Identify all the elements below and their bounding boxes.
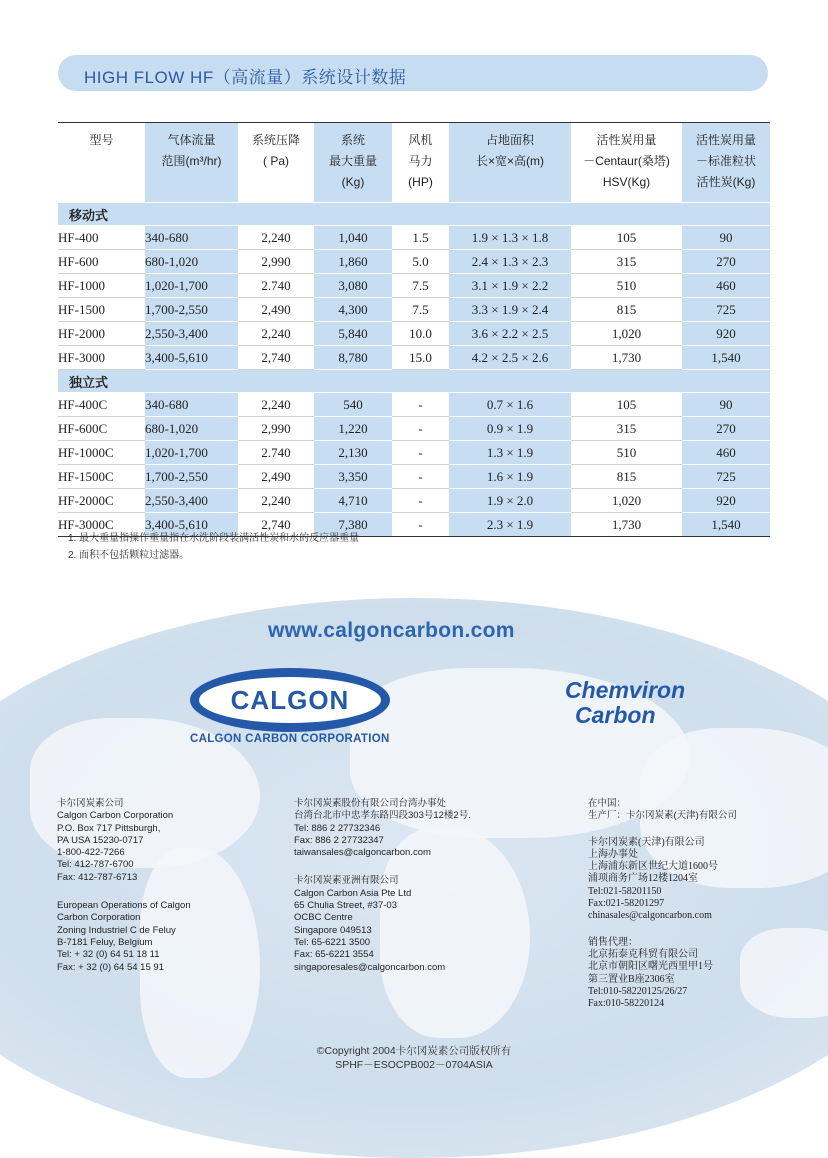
section-title: 独立式 bbox=[58, 370, 770, 393]
address-line: taiwansales@calgoncarbon.com bbox=[294, 847, 431, 859]
column-header-line: 活性炭(Kg) bbox=[696, 175, 756, 189]
table-cell: 1.6 × 1.9 bbox=[449, 465, 571, 489]
table-cell: 725 bbox=[682, 465, 770, 489]
table-cell: 920 bbox=[682, 322, 770, 346]
table-cell: 2,490 bbox=[238, 298, 314, 322]
table-cell: HF-1000 bbox=[58, 274, 145, 298]
table-cell: 315 bbox=[571, 250, 682, 274]
calgon-logo-text: CALGON bbox=[230, 684, 350, 715]
column-header bbox=[58, 123, 145, 203]
address-line: Carbon Corporation bbox=[57, 912, 141, 924]
table-cell: 270 bbox=[682, 417, 770, 441]
address-line: singaporesales@calgoncarbon.com bbox=[294, 961, 446, 973]
table-cell: 2,990 bbox=[238, 250, 314, 274]
address-line: 北京市朝阳区曙光西里甲1号 bbox=[588, 961, 713, 973]
table-body bbox=[58, 203, 770, 537]
table-cell: 90 bbox=[682, 226, 770, 250]
table-row bbox=[58, 250, 770, 274]
table-cell: 2.3 × 1.9 bbox=[449, 513, 571, 537]
table-cell: 7.5 bbox=[392, 298, 449, 322]
table-cell: 3.6 × 2.2 × 2.5 bbox=[449, 322, 571, 346]
address-line: 卡尔冈炭素公司 bbox=[57, 798, 124, 809]
column-header-line: 范围(m³/hr) bbox=[161, 154, 222, 168]
column-header-line: 活性炭用量 bbox=[596, 133, 657, 147]
footnote-1: 1. 最大重量指操作重量指在水洗阶段装满活性炭和水的反应器重量 bbox=[68, 533, 360, 544]
column-header bbox=[571, 123, 682, 203]
column-header-line: (HP) bbox=[408, 175, 433, 189]
table-cell: 5.0 bbox=[392, 250, 449, 274]
table-cell: 2,990 bbox=[238, 417, 314, 441]
table-cell: - bbox=[392, 393, 449, 417]
table-cell: 2,130 bbox=[314, 441, 392, 465]
table-cell: 0.9 × 1.9 bbox=[449, 417, 571, 441]
page-title: HIGH FLOW HF（高流量）系统设计数据 bbox=[84, 68, 407, 87]
table-cell: 460 bbox=[682, 441, 770, 465]
table-cell: 270 bbox=[682, 250, 770, 274]
table-cell: 1,730 bbox=[571, 513, 682, 537]
table-cell: 2,240 bbox=[238, 322, 314, 346]
chemviron-logo-line1: Chemviron bbox=[565, 677, 686, 703]
column-header-line: 长×宽×高(m) bbox=[475, 154, 544, 168]
table-cell: 3,400-5,610 bbox=[145, 346, 238, 370]
spacer bbox=[57, 884, 191, 900]
table-cell: 2,240 bbox=[238, 393, 314, 417]
spacer bbox=[588, 923, 737, 937]
table-cell: - bbox=[392, 417, 449, 441]
table-cell: 1,700-2,550 bbox=[145, 465, 238, 489]
table-cell: - bbox=[392, 465, 449, 489]
column-header-line: 最大重量 bbox=[328, 154, 377, 168]
column-header bbox=[314, 123, 392, 203]
table-cell: 340-680 bbox=[145, 226, 238, 250]
table-cell: - bbox=[392, 513, 449, 537]
table-row bbox=[58, 226, 770, 250]
copyright bbox=[0, 1044, 828, 1072]
table-cell: 3,400-5,610 bbox=[145, 513, 238, 537]
table-cell: 105 bbox=[571, 393, 682, 417]
table-cell: 2.740 bbox=[238, 441, 314, 465]
address-line: Tel:010-58220125/26/27 bbox=[588, 985, 688, 997]
column-header-line: (Kg) bbox=[341, 175, 365, 189]
table-cell: 1,700-2,550 bbox=[145, 298, 238, 322]
table-cell: 815 bbox=[571, 298, 682, 322]
address-line: 65 Chulia Street, #37-03 bbox=[294, 900, 397, 912]
table-cell: 3.3 × 1.9 × 2.4 bbox=[449, 298, 571, 322]
address-line: Tel: + 32 (0) 64 51 18 11 bbox=[57, 949, 160, 961]
address-line: Fax: + 32 (0) 64 54 15 91 bbox=[57, 961, 164, 973]
section-header-row bbox=[58, 370, 770, 393]
table-cell: 2,740 bbox=[238, 346, 314, 370]
table-cell: 7.5 bbox=[392, 274, 449, 298]
address-column-3 bbox=[588, 798, 737, 1010]
column-header-line: ( Pa) bbox=[262, 154, 289, 168]
table-cell: HF-600C bbox=[58, 417, 145, 441]
address-line: 浦项商务广场12楼1204室 bbox=[588, 873, 698, 885]
address-line: 卡尔冈炭素股份有限公司台湾办事处 bbox=[294, 798, 447, 809]
table-cell: HF-1000C bbox=[58, 441, 145, 465]
table-cell: 1.5 bbox=[392, 226, 449, 250]
table-cell: 2.4 × 1.3 × 2.3 bbox=[449, 250, 571, 274]
table-cell: - bbox=[392, 489, 449, 513]
table-cell: 340-680 bbox=[145, 393, 238, 417]
table-cell: 1,020 bbox=[571, 489, 682, 513]
address-line: 在中国： bbox=[588, 798, 627, 809]
table-cell: 460 bbox=[682, 274, 770, 298]
table-cell: 3.1 × 1.9 × 2.2 bbox=[449, 274, 571, 298]
table-cell: 1,730 bbox=[571, 346, 682, 370]
column-header-line: 占地面积 bbox=[485, 133, 534, 147]
table-row bbox=[58, 298, 770, 322]
address-line: Calgon Carbon Corporation bbox=[57, 810, 174, 822]
column-header-line: 马力 bbox=[408, 154, 433, 168]
table-row bbox=[58, 274, 770, 298]
section-header-row bbox=[58, 203, 770, 226]
table-cell: HF-2000 bbox=[58, 322, 145, 346]
address-line: Fax: 886 2 27732347 bbox=[294, 834, 384, 846]
table-cell: 105 bbox=[571, 226, 682, 250]
calgon-corporation-label: CALGON CARBON CORPORATION bbox=[190, 733, 390, 745]
table-cell: 1,540 bbox=[682, 346, 770, 370]
chemviron-carbon-logo bbox=[565, 678, 685, 728]
table-cell: 1,860 bbox=[314, 250, 392, 274]
table-cell: 680-1,020 bbox=[145, 250, 238, 274]
spacer bbox=[294, 859, 471, 875]
table-cell: 2,550-3,400 bbox=[145, 489, 238, 513]
table-row bbox=[58, 346, 770, 370]
column-header bbox=[145, 123, 238, 203]
table-cell: 1,220 bbox=[314, 417, 392, 441]
table-cell: 90 bbox=[682, 393, 770, 417]
footnote-2: 2. 面积不包括颗粒过滤器。 bbox=[68, 550, 190, 561]
table-row bbox=[58, 441, 770, 465]
address-line: B-7181 Feluy, Belgium bbox=[57, 936, 153, 948]
address-line: Tel: 65-6221 3500 bbox=[294, 936, 371, 948]
column-header-line: 型号 bbox=[89, 133, 114, 147]
column-header-line: －Centaur(桑塔) bbox=[583, 154, 670, 168]
table-cell: 1.9 × 1.3 × 1.8 bbox=[449, 226, 571, 250]
address-column-1 bbox=[57, 798, 191, 974]
table-cell: 815 bbox=[571, 465, 682, 489]
address-line: 卡尔冈炭素(天津)有限公司 bbox=[588, 836, 705, 848]
table-cell: 1,040 bbox=[314, 226, 392, 250]
table-cell: 2,740 bbox=[238, 513, 314, 537]
address-line: Tel: 886 2 27732346 bbox=[294, 822, 381, 834]
address-column-2 bbox=[294, 798, 471, 974]
table-cell: 1,020-1,700 bbox=[145, 274, 238, 298]
address-line: Tel:021-58201150 bbox=[588, 885, 662, 897]
table-header-row bbox=[58, 123, 770, 203]
address-line: Fax: 412-787-6713 bbox=[57, 871, 138, 883]
table-row bbox=[58, 417, 770, 441]
table-cell: 540 bbox=[314, 393, 392, 417]
address-line: Singapore 049513 bbox=[294, 924, 372, 936]
column-header-line: HSV(Kg) bbox=[602, 175, 651, 189]
table-cell: 0.7 × 1.6 bbox=[449, 393, 571, 417]
map-continent bbox=[740, 928, 828, 1018]
table-cell: 2.740 bbox=[238, 274, 314, 298]
website-link[interactable]: www.calgoncarbon.com bbox=[268, 619, 515, 642]
table-cell: 680-1,020 bbox=[145, 417, 238, 441]
table-cell: 2,240 bbox=[238, 489, 314, 513]
table-cell: 4,710 bbox=[314, 489, 392, 513]
address-line: 上海浦东新区世纪大道1600号 bbox=[588, 861, 718, 873]
table-cell: 5,840 bbox=[314, 322, 392, 346]
column-header bbox=[682, 123, 770, 203]
table-cell: 1,540 bbox=[682, 513, 770, 537]
table-cell: HF-400 bbox=[58, 226, 145, 250]
address-line: P.O. Box 717 Pittsburgh, bbox=[57, 822, 161, 834]
chemviron-logo-line2: Carbon bbox=[575, 702, 656, 728]
table-row bbox=[58, 489, 770, 513]
address-line: PA USA 15230-0717 bbox=[57, 834, 144, 846]
table-cell: HF-3000 bbox=[58, 346, 145, 370]
address-line: 生产厂：卡尔冈炭素(天津)有限公司 bbox=[588, 810, 737, 822]
table-cell: 4.2 × 2.5 × 2.6 bbox=[449, 346, 571, 370]
address-line: Tel: 412-787-6700 bbox=[57, 859, 134, 871]
table-cell: HF-1500 bbox=[58, 298, 145, 322]
address-line: OCBC Centre bbox=[294, 912, 353, 924]
column-header-line: 风机 bbox=[408, 133, 433, 147]
address-line: Fax: 65-6221 3554 bbox=[294, 949, 374, 961]
table-cell: 315 bbox=[571, 417, 682, 441]
table-cell: 3,350 bbox=[314, 465, 392, 489]
table-cell: 1,020 bbox=[571, 322, 682, 346]
table-cell: 8,780 bbox=[314, 346, 392, 370]
table-cell: 725 bbox=[682, 298, 770, 322]
address-line: Fax:010-58220124 bbox=[588, 998, 665, 1010]
address-line: European Operations of Calgon bbox=[57, 900, 191, 912]
column-header-line: 系统 bbox=[340, 133, 365, 147]
table-cell: 2,550-3,400 bbox=[145, 322, 238, 346]
address-line: 1-800-422-7266 bbox=[57, 847, 125, 859]
table-cell: 510 bbox=[571, 274, 682, 298]
column-header bbox=[238, 123, 314, 203]
address-line: chinasales@calgoncarbon.com bbox=[588, 910, 712, 922]
table-cell: HF-400C bbox=[58, 393, 145, 417]
table-cell: - bbox=[392, 441, 449, 465]
table-cell: HF-1500C bbox=[58, 465, 145, 489]
table-cell: 510 bbox=[571, 441, 682, 465]
address-line: Calgon Carbon Asia Pte Ltd bbox=[294, 887, 412, 899]
table-row bbox=[58, 322, 770, 346]
table-cell: 920 bbox=[682, 489, 770, 513]
table-cell: 1.3 × 1.9 bbox=[449, 441, 571, 465]
design-data-table bbox=[58, 122, 770, 537]
address-line: 台湾台北市中忠孝东路四段303号12楼2号. bbox=[294, 810, 471, 822]
spacer bbox=[588, 823, 737, 837]
table-cell: 3,080 bbox=[314, 274, 392, 298]
address-line: 上海办事处 bbox=[588, 848, 638, 860]
table-cell: 1,020-1,700 bbox=[145, 441, 238, 465]
table-cell: 2,240 bbox=[238, 226, 314, 250]
column-header-line: 气体流量 bbox=[167, 133, 216, 147]
table-cell: HF-3000C bbox=[58, 513, 145, 537]
column-header bbox=[449, 123, 571, 203]
document-code: SPHF－ESOCPB002－0704ASIA bbox=[335, 1059, 493, 1071]
table-cell: 7,380 bbox=[314, 513, 392, 537]
address-line: 销售代理： bbox=[588, 936, 638, 948]
address-line: Zoning Industriel C de Feluy bbox=[57, 924, 176, 936]
calgon-logo bbox=[190, 668, 390, 732]
table-cell: HF-2000C bbox=[58, 489, 145, 513]
table-cell: 10.0 bbox=[392, 322, 449, 346]
table-cell: HF-600 bbox=[58, 250, 145, 274]
column-header bbox=[392, 123, 449, 203]
table-row bbox=[58, 393, 770, 417]
footnotes bbox=[68, 530, 359, 564]
address-line: 卡尔冈炭素亚洲有限公司 bbox=[294, 875, 399, 887]
address-line: Fax:021-58201297 bbox=[588, 898, 665, 910]
address-line: 北京拓泰克科贸有限公司 bbox=[588, 948, 698, 960]
column-header-line: 活性炭用量 bbox=[695, 133, 756, 147]
table-cell: 1.9 × 2.0 bbox=[449, 489, 571, 513]
column-header-line: 系统压降 bbox=[251, 133, 300, 147]
section-title: 移动式 bbox=[58, 203, 770, 226]
copyright-line: ©Copyright 2004卡尔冈炭素公司版权所有 bbox=[316, 1045, 512, 1057]
table-cell: 4,300 bbox=[314, 298, 392, 322]
column-header-line: －标准粒状 bbox=[695, 154, 756, 168]
title-band bbox=[58, 55, 768, 91]
table-cell: 2,490 bbox=[238, 465, 314, 489]
table-cell: 15.0 bbox=[392, 346, 449, 370]
address-line: 第三置业B座2306室 bbox=[588, 973, 675, 985]
table-row bbox=[58, 465, 770, 489]
